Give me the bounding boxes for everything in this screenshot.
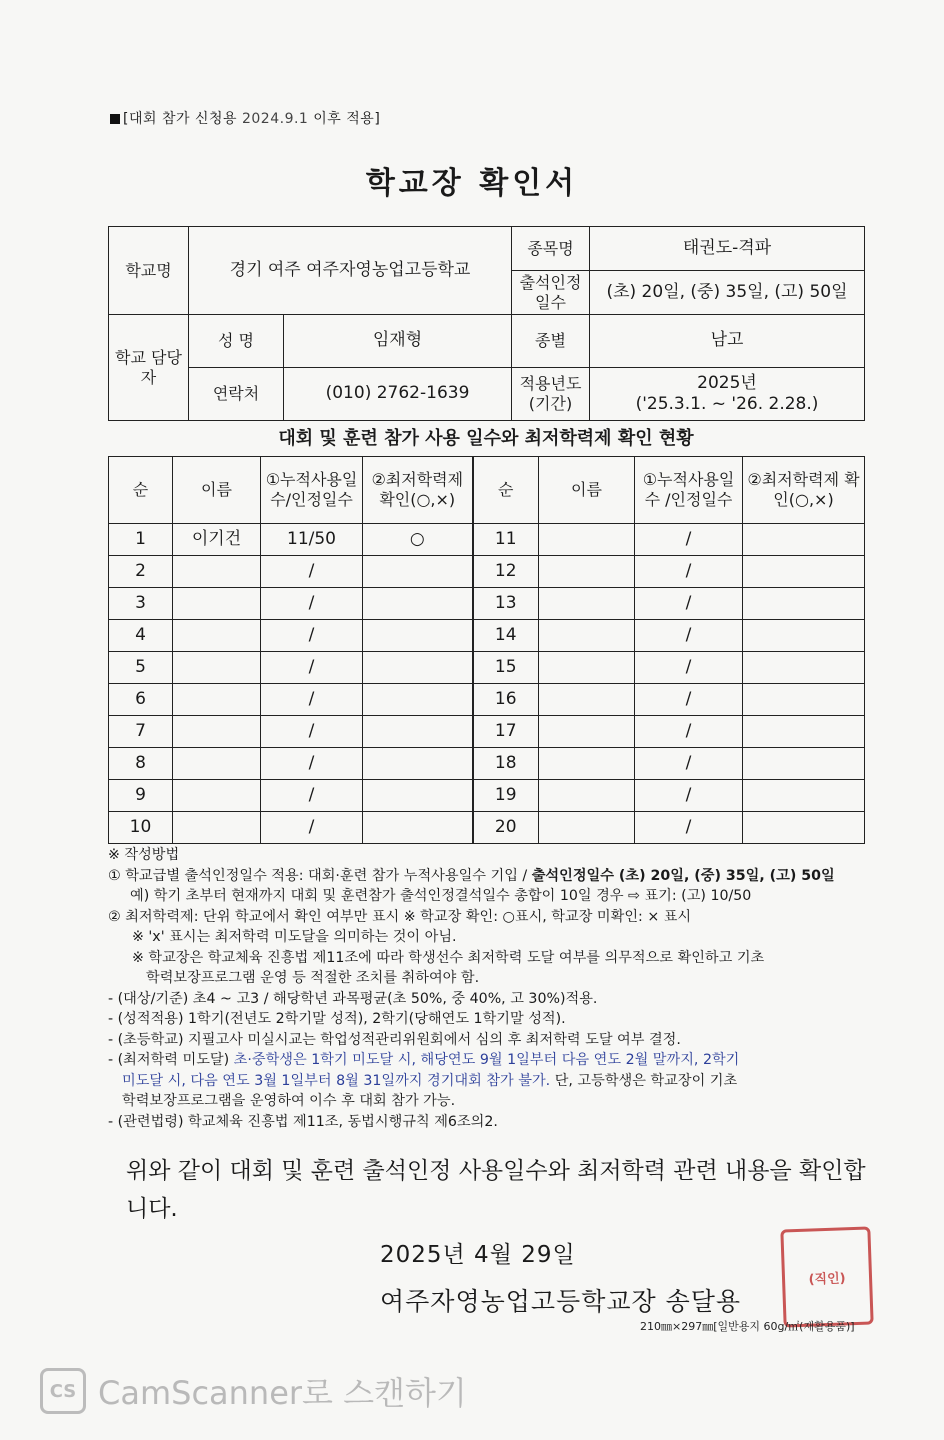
row-check xyxy=(363,684,473,716)
row-check xyxy=(743,716,865,748)
row-check xyxy=(743,748,865,780)
row-check xyxy=(743,524,865,556)
row-name xyxy=(173,716,261,748)
type-value: 남고 xyxy=(590,315,865,368)
row-days: / xyxy=(261,588,363,620)
row-check xyxy=(743,812,865,844)
row-no: 17 xyxy=(473,716,539,748)
row-days: / xyxy=(635,684,743,716)
participation-table xyxy=(108,456,865,844)
header-no: 순 xyxy=(473,457,539,524)
note-1: ① 학교급별 출석인정일수 적용: 대회·훈련 참가 누적사용일수 기입 / 출석인정일수 (초) 20일, (중) 35일, (고) 50일 xyxy=(108,867,835,884)
row-name xyxy=(173,556,261,588)
row-no: 12 xyxy=(473,556,539,588)
table-row xyxy=(109,684,865,716)
year-cell xyxy=(590,368,865,421)
row-days: / xyxy=(261,812,363,844)
table-row xyxy=(109,812,865,844)
table-row xyxy=(109,556,865,588)
event-label: 종목명 xyxy=(512,227,590,271)
row-check xyxy=(363,716,473,748)
name-label: 성 명 xyxy=(189,315,284,368)
detail-4-cont: 미도달 시, 다음 연도 3월 1일부터 8월 31일까지 경기대회 참가 불가. 단, 고등학생은 학교장이 기초 xyxy=(122,1072,738,1089)
row-no: 15 xyxy=(473,652,539,684)
table-row xyxy=(109,748,865,780)
row-check xyxy=(363,556,473,588)
row-check xyxy=(363,780,473,812)
official-seal-icon: (직인) xyxy=(780,1226,873,1327)
note-4: ※ 학교장은 학교체육 진흥법 제11조에 따라 학생선수 최저학력 도달 여부를 의무적으로 확인하고 기초 xyxy=(132,949,765,966)
year-period: ('25.3.1. ~ '26. 2.28.) xyxy=(635,394,819,414)
row-days: / xyxy=(261,652,363,684)
detail-5: - (관련법령) 학교체육 진흥법 제11조, 동법시행규칙 제6조의2. xyxy=(108,1113,498,1130)
scanner-watermark xyxy=(40,1368,467,1414)
school-name: 경기 여주 여주자영농업고등학교 xyxy=(189,227,512,315)
attend-value: (초) 20일, (중) 35일, (고) 50일 xyxy=(590,271,865,315)
table-row xyxy=(109,524,865,556)
header-name: 이름 xyxy=(173,457,261,524)
row-name xyxy=(173,620,261,652)
detail-3: - (초등학교) 지필고사 미실시교는 학업성적관리위원회에서 심의 후 최저학력 도달 여부 결정. xyxy=(108,1031,681,1048)
type-label: 종별 xyxy=(512,315,590,368)
list-title: 대회 및 훈련 참가 사용 일수와 최저학력제 확인 현황 xyxy=(278,428,694,449)
row-check xyxy=(743,684,865,716)
row-no: 8 xyxy=(109,748,173,780)
row-name xyxy=(539,524,635,556)
note-3: ※ 'x' 표시는 최저학력 미도달을 의미하는 것이 아님. xyxy=(132,929,457,945)
row-days: / xyxy=(635,652,743,684)
row-days: / xyxy=(635,716,743,748)
row-name xyxy=(539,716,635,748)
row-no: 14 xyxy=(473,620,539,652)
row-days: / xyxy=(261,684,363,716)
row-days: / xyxy=(261,620,363,652)
row-days: 11/50 xyxy=(261,524,363,556)
row-no: 13 xyxy=(473,588,539,620)
table-row xyxy=(109,620,865,652)
row-no: 2 xyxy=(109,556,173,588)
row-no: 6 xyxy=(109,684,173,716)
row-check xyxy=(743,556,865,588)
signer: 여주자영농업고등학교장 송달용 xyxy=(380,1287,742,1316)
attend-label: 출석인정 일수 xyxy=(512,271,590,315)
detail-2: - (성적적용) 1학기(전년도 2학기말 성적), 2학기(당해연도 1학기말 성적). xyxy=(108,1011,566,1027)
row-check xyxy=(743,652,865,684)
table-row xyxy=(109,716,865,748)
row-no: 5 xyxy=(109,652,173,684)
row-no: 3 xyxy=(109,588,173,620)
row-days: / xyxy=(635,556,743,588)
row-days: / xyxy=(635,812,743,844)
row-name: 이기건 xyxy=(173,524,261,556)
detail-4: - (최저학력 미도달) 초·중학생은 1학기 미도달 시, 해당연도 9월 1일부터 다음 연도 2월 말까지, 2학기 xyxy=(108,1052,740,1068)
row-name xyxy=(539,748,635,780)
row-name xyxy=(539,780,635,812)
row-name xyxy=(539,652,635,684)
top-note: [대회 참가 신청용 2024.9.1 이후 적용] xyxy=(110,108,380,128)
header-check: ②최저학력제 확인(○,×) xyxy=(743,457,865,524)
row-check xyxy=(363,748,473,780)
row-days: / xyxy=(261,716,363,748)
school-label: 학교명 xyxy=(109,227,189,315)
camscanner-logo-icon: CS xyxy=(40,1368,86,1414)
row-days: / xyxy=(635,780,743,812)
table-row xyxy=(109,652,865,684)
row-no: 19 xyxy=(473,780,539,812)
row-no: 16 xyxy=(473,684,539,716)
row-days: / xyxy=(261,748,363,780)
header-days: ①누적사용일 수/인정일수 xyxy=(261,457,363,524)
name-value: 임재형 xyxy=(284,315,512,368)
manager-label: 학교 담당자 xyxy=(109,315,189,421)
table-row xyxy=(109,588,865,620)
confirm-statement: 위와 같이 대회 및 훈련 출석인정 사용일수와 최저학력 관련 내용을 확인합니다. xyxy=(126,1158,866,1222)
row-name xyxy=(173,780,261,812)
header-check: ②최저학력제 확인(○,×) xyxy=(363,457,473,524)
detail-4-cont2: 학력보장프로그램을 운영하여 이수 후 대회 참가 가능. xyxy=(122,1093,456,1109)
row-no: 1 xyxy=(109,524,173,556)
page-title: 학교장 확인서 xyxy=(365,166,579,201)
row-no: 4 xyxy=(109,620,173,652)
year-label: 적용년도 (기간) xyxy=(512,368,590,421)
header-days: ①누적사용일수 /인정일수 xyxy=(635,457,743,524)
row-no: 11 xyxy=(473,524,539,556)
row-no: 10 xyxy=(109,812,173,844)
notes-heading: ※ 작성방법 xyxy=(108,847,180,863)
row-no: 18 xyxy=(473,748,539,780)
event-value: 태권도-격파 xyxy=(590,227,865,271)
row-name xyxy=(173,684,261,716)
scanner-text: CamScanner로 스캔하기 xyxy=(98,1374,467,1412)
year-value: 2025년 xyxy=(697,372,757,393)
school-info-table xyxy=(108,226,865,421)
row-name xyxy=(173,748,261,780)
row-name xyxy=(539,684,635,716)
note-2: ② 최저학력제: 단위 학교에서 확인 여부만 표시 ※ 학교장 확인: ○표시, 학교장 미확인: × 표시 xyxy=(108,908,692,925)
contact-label: 연락처 xyxy=(189,368,284,421)
row-no: 7 xyxy=(109,716,173,748)
row-check xyxy=(363,620,473,652)
row-days: / xyxy=(261,780,363,812)
row-check xyxy=(363,652,473,684)
header-no: 순 xyxy=(109,457,173,524)
row-check xyxy=(743,780,865,812)
header-name: 이름 xyxy=(539,457,635,524)
row-check xyxy=(743,588,865,620)
row-days: / xyxy=(635,524,743,556)
row-days: / xyxy=(261,556,363,588)
row-name xyxy=(539,620,635,652)
row-check: ○ xyxy=(363,524,473,556)
row-name xyxy=(539,588,635,620)
square-bullet-icon xyxy=(110,114,120,124)
paper-spec: 210㎜×297㎜[일반용지 60g/㎡(재활용품)] xyxy=(640,1320,855,1333)
issue-date: 2025년 4월 29일 xyxy=(380,1242,576,1268)
note-1-example: 예) 학기 초부터 현재까지 대회 및 훈련참가 출석인정결석일수 총합이 10일 경우 ⇨ 표기: (고) 10/50 xyxy=(130,888,752,904)
row-days: / xyxy=(635,588,743,620)
row-name xyxy=(539,556,635,588)
row-name xyxy=(539,812,635,844)
detail-1: - (대상/기준) 초4 ~ 고3 / 해당학년 과목평균(초 50%, 중 40%, 고 30%)적용. xyxy=(108,990,598,1007)
row-no: 9 xyxy=(109,780,173,812)
row-no: 20 xyxy=(473,812,539,844)
row-days: / xyxy=(635,620,743,652)
row-check xyxy=(363,812,473,844)
note-4-cont: 학력보장프로그램 운영 등 적절한 조치를 취하여야 함. xyxy=(146,970,480,986)
row-name xyxy=(173,812,261,844)
row-check xyxy=(363,588,473,620)
table-row xyxy=(109,780,865,812)
row-check xyxy=(743,620,865,652)
row-name xyxy=(173,588,261,620)
contact-value: (010) 2762-1639 xyxy=(284,368,512,421)
row-days: / xyxy=(635,748,743,780)
instructions xyxy=(108,845,868,1132)
row-name xyxy=(173,652,261,684)
